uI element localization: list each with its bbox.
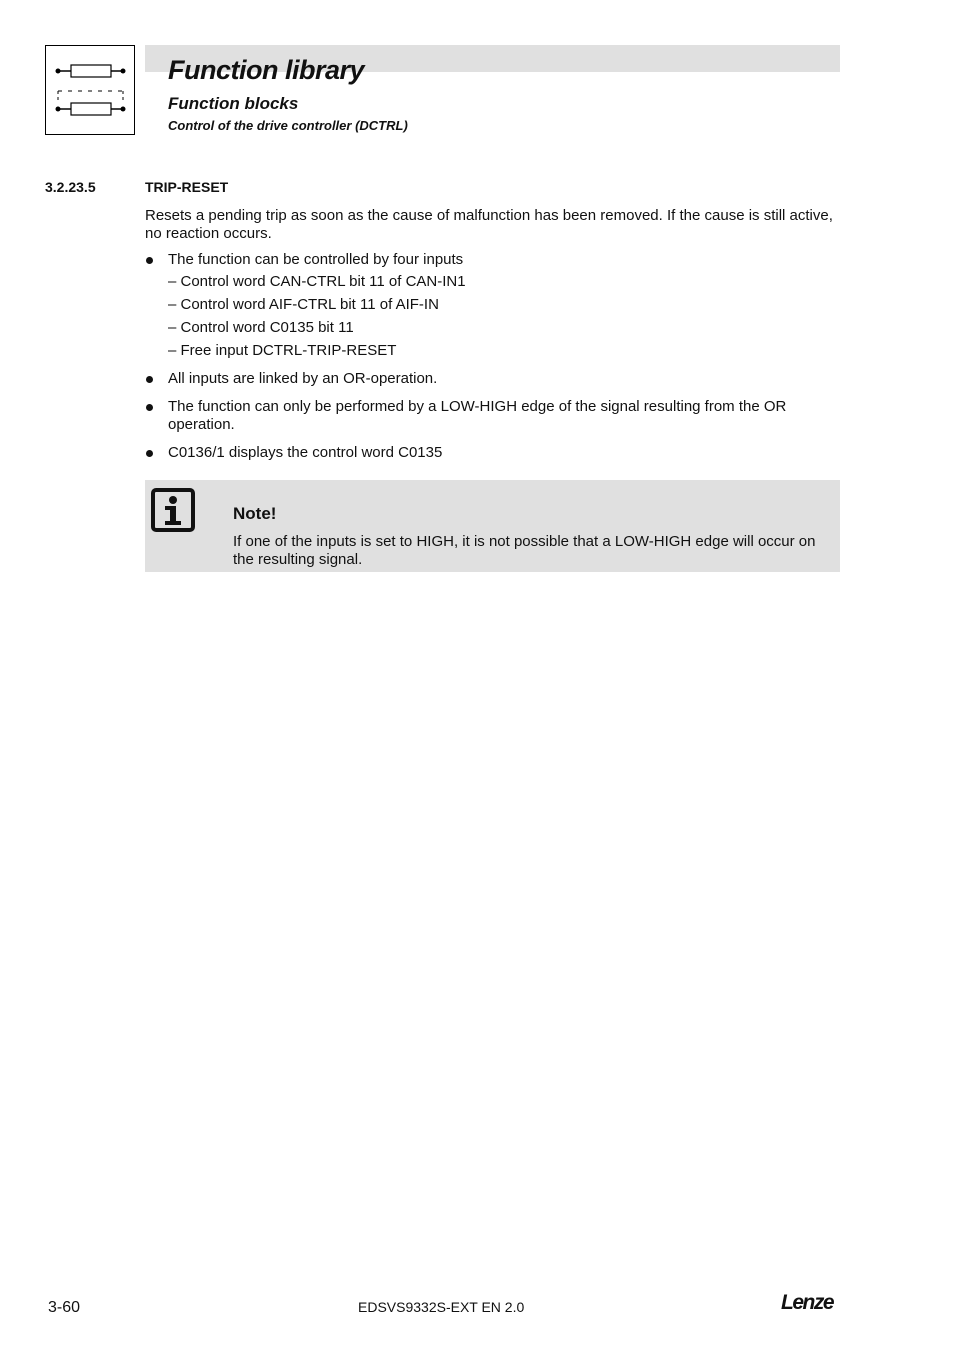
list-item xyxy=(145,398,842,434)
section-title: Function blocks xyxy=(168,94,299,113)
chapter-title: Function library xyxy=(168,55,365,85)
bullet-text: C0136/1 displays the control word C0135 xyxy=(168,444,443,461)
list-item xyxy=(145,444,842,462)
page-number: 3-60 xyxy=(48,1299,81,1316)
note-heading: Note! xyxy=(233,504,277,523)
sub-list-item: – Control word CAN-CTRL bit 11 of CAN-IN1 xyxy=(168,273,466,290)
intro-paragraph: Resets a pending trip as soon as the cause of malfunction has been removed. If the cause is still active, no reaction occurs. xyxy=(145,207,833,242)
document-code: EDSVS9332S-EXT EN 2.0 xyxy=(358,1299,525,1315)
note-box xyxy=(145,480,840,572)
sub-list-item: – Free input DCTRL-TRIP-RESET xyxy=(168,342,397,359)
bullet-list xyxy=(145,251,842,462)
subsection-title: Control of the drive controller (DCTRL) xyxy=(168,118,408,133)
sub-list xyxy=(168,273,842,360)
bullet-text: The function can only be performed by a LOW-HIGH edge of the signal resulting from the OR operation. xyxy=(168,398,787,433)
bullet-text: The function can be controlled by four inputs xyxy=(168,251,464,268)
list-item xyxy=(145,251,842,360)
info-icon xyxy=(151,488,195,537)
bullet-text: All inputs are linked by an OR-operation. xyxy=(168,370,438,387)
function-block-diagram-icon xyxy=(45,45,135,135)
lenze-logo xyxy=(781,1290,845,1319)
content-body xyxy=(145,207,842,472)
sub-list-item: – Control word AIF-CTRL bit 11 of AIF-IN xyxy=(168,296,439,313)
note-text: If one of the inputs is set to HIGH, it is not possible that a LOW-HIGH edge will occur on the resulting signal. xyxy=(233,533,816,568)
list-item xyxy=(145,370,842,388)
sub-list-item: – Control word C0135 bit 11 xyxy=(168,319,354,336)
heading-title: TRIP-RESET xyxy=(145,179,229,195)
heading-number: 3.2.23.5 xyxy=(45,179,96,195)
svg-text:Lenze: Lenze xyxy=(781,1291,834,1314)
